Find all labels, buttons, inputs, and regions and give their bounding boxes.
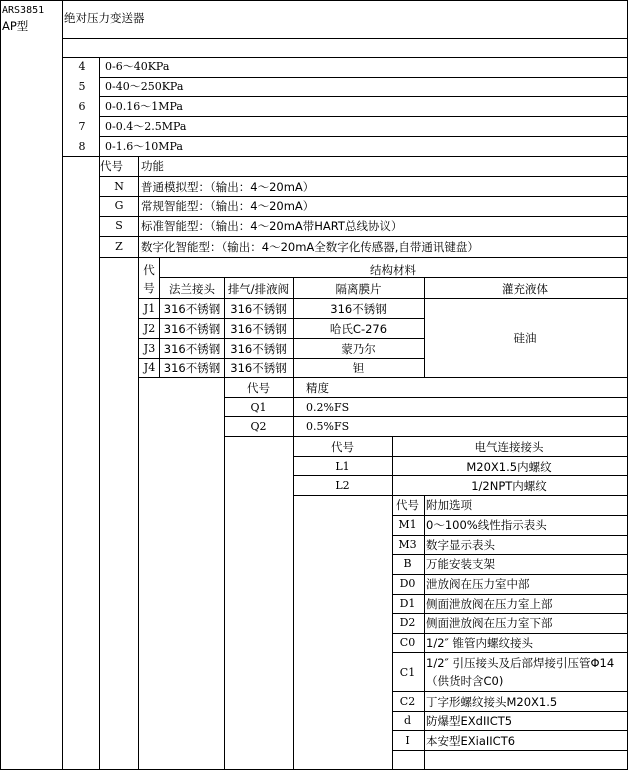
grid-line bbox=[138, 298, 628, 299]
grid-line bbox=[99, 116, 628, 117]
valve-material: 316不锈钢 bbox=[230, 302, 287, 316]
grid-line bbox=[293, 475, 628, 476]
option-code: D0 bbox=[399, 577, 416, 590]
diaphragm-material: 316不锈钢 bbox=[330, 302, 387, 316]
grid-line bbox=[392, 554, 628, 555]
material-code: J1 bbox=[143, 302, 156, 315]
function-code-header: 代号 bbox=[100, 159, 123, 173]
material-column-header: 隔离膜片 bbox=[335, 282, 382, 296]
grid-line bbox=[293, 456, 628, 457]
function-header: 功能 bbox=[141, 159, 164, 173]
fill-fluid: 硅油 bbox=[513, 331, 537, 345]
function-code: G bbox=[114, 199, 124, 212]
material-code-header: 号 bbox=[143, 281, 155, 295]
accuracy-code-header: 代号 bbox=[247, 381, 270, 395]
accuracy-code: Q2 bbox=[250, 420, 267, 433]
diaphragm-material: 钽 bbox=[352, 361, 365, 375]
option-text: 1/2″ 引压接头及后部焊接引压管Φ14 bbox=[426, 656, 615, 670]
grid-line bbox=[224, 397, 628, 398]
material-code: J3 bbox=[143, 342, 156, 355]
grid-line bbox=[224, 436, 628, 437]
option-text: 数字显示表头 bbox=[426, 538, 495, 552]
accuracy-value: 0.2%FS bbox=[306, 401, 350, 414]
grid-line bbox=[62, 57, 628, 58]
connection-header: 电气连接接头 bbox=[474, 440, 544, 454]
grid-line bbox=[138, 318, 425, 319]
product-title: 绝对压力变送器 bbox=[64, 11, 145, 25]
valve-material: 316不锈钢 bbox=[230, 322, 287, 336]
grid-line bbox=[99, 236, 628, 237]
grid-line bbox=[99, 96, 628, 97]
grid-line bbox=[138, 156, 139, 770]
range-code: 5 bbox=[78, 80, 86, 93]
grid-line bbox=[392, 574, 628, 575]
option-code: M3 bbox=[398, 538, 417, 551]
grid-line bbox=[224, 416, 628, 417]
grid-line bbox=[62, 156, 628, 157]
option-code: C0 bbox=[399, 636, 416, 649]
grid-line bbox=[392, 613, 628, 614]
option-text: 侧面泄放阀在压力室下部 bbox=[426, 616, 553, 630]
grid-line bbox=[62, 0, 63, 770]
material-column-header: 排气/排液阀 bbox=[227, 282, 290, 296]
option-text: 万能安装支架 bbox=[426, 557, 495, 571]
grid-line bbox=[0, 0, 1, 770]
grid-line bbox=[99, 196, 628, 197]
grid-line bbox=[99, 77, 628, 78]
range-text: 0-0.4～2.5MPa bbox=[105, 120, 187, 133]
valve-material: 316不锈钢 bbox=[230, 342, 287, 356]
flange-material: 316不锈钢 bbox=[163, 322, 221, 336]
connection-code: L2 bbox=[335, 479, 350, 492]
option-text: 1/2″ 锥管内螺纹接头 bbox=[426, 636, 533, 650]
flange-material: 316不锈钢 bbox=[163, 342, 221, 356]
option-code: C1 bbox=[399, 666, 416, 679]
connection-code: L1 bbox=[335, 460, 350, 473]
grid-line bbox=[392, 633, 628, 634]
range-text: 0-1.6～10MPa bbox=[105, 140, 183, 153]
grid-line bbox=[0, 0, 628, 1]
grid-line bbox=[293, 495, 628, 496]
option-text-continued: （供货时含C0) bbox=[426, 674, 504, 688]
range-code: 8 bbox=[78, 140, 86, 153]
option-text: 侧面泄放阀在压力室上部 bbox=[426, 597, 553, 611]
material-code: J2 bbox=[143, 322, 156, 335]
option-text: 0～100%线性指示表头 bbox=[426, 518, 547, 532]
options-code-header: 代号 bbox=[396, 498, 419, 512]
option-code: D1 bbox=[399, 597, 416, 610]
range-code: 4 bbox=[78, 60, 86, 73]
diaphragm-material: 哈氏C-276 bbox=[329, 322, 388, 336]
grid-line bbox=[392, 730, 628, 731]
function-code: Z bbox=[115, 240, 123, 253]
material-column-header: 灌充液体 bbox=[502, 282, 548, 296]
grid-line bbox=[392, 750, 628, 751]
function-text: 数字化智能型：（输出：4～20mA全数字化传感器,自带通讯键盘） bbox=[141, 240, 479, 254]
grid-line bbox=[99, 257, 628, 258]
grid-line bbox=[138, 358, 425, 359]
range-text: 0-0.16～1MPa bbox=[105, 100, 183, 113]
model-number: ARS3851 bbox=[2, 5, 45, 16]
range-text: 0-6～40KPa bbox=[105, 60, 170, 73]
function-text: 常规智能型：（输出：4～20mA） bbox=[141, 199, 315, 213]
options-header: 附加选项 bbox=[426, 498, 472, 512]
grid-line bbox=[99, 136, 628, 137]
option-text: 防爆型EXdIICT5 bbox=[426, 714, 513, 728]
function-code: N bbox=[114, 180, 124, 193]
grid-line bbox=[392, 711, 628, 712]
accuracy-value: 0.5%FS bbox=[306, 420, 350, 433]
material-code-header: 代 bbox=[143, 263, 155, 277]
flange-material: 316不锈钢 bbox=[163, 302, 221, 316]
grid-line bbox=[392, 652, 628, 653]
accuracy-code: Q1 bbox=[250, 401, 267, 414]
function-text: 标准智能型：（输出：4～20mA带HART总线协议） bbox=[141, 219, 403, 233]
grid-line bbox=[392, 691, 628, 692]
option-code: M1 bbox=[398, 518, 417, 531]
connection-value: 1/2NPT内螺纹 bbox=[471, 479, 547, 493]
grid-line bbox=[392, 594, 628, 595]
option-text: 本安型EXiaIICT6 bbox=[426, 734, 516, 748]
option-text: 丁字形螺纹接头M20X1.5 bbox=[426, 695, 558, 709]
valve-material: 316不锈钢 bbox=[230, 361, 287, 375]
grid-line bbox=[62, 38, 628, 39]
material-group-header: 结构材料 bbox=[370, 263, 416, 277]
option-code: C2 bbox=[399, 695, 416, 708]
grid-line bbox=[392, 515, 628, 516]
model-suffix: AP型 bbox=[2, 19, 29, 33]
function-code: S bbox=[115, 219, 123, 232]
option-code: B bbox=[403, 557, 412, 570]
range-code: 7 bbox=[78, 120, 86, 133]
grid-line bbox=[99, 216, 628, 217]
connection-value: M20X1.5内螺纹 bbox=[466, 460, 552, 474]
option-code: d bbox=[403, 714, 412, 727]
material-column-header: 法兰接头 bbox=[169, 282, 215, 296]
material-code: J4 bbox=[143, 361, 156, 374]
grid-line bbox=[138, 338, 425, 339]
connection-code-header: 代号 bbox=[331, 440, 354, 454]
flange-material: 316不锈钢 bbox=[163, 361, 221, 375]
grid-line bbox=[99, 176, 628, 177]
range-text: 0-40～250KPa bbox=[105, 80, 184, 93]
grid-line bbox=[392, 535, 628, 536]
option-text: 泄放阀在压力室中部 bbox=[426, 577, 530, 591]
function-text: 普通模拟型：（输出：4～20mA） bbox=[141, 180, 315, 194]
grid-line bbox=[138, 377, 628, 378]
option-code: D2 bbox=[399, 616, 416, 629]
option-code: I bbox=[405, 734, 410, 747]
grid-line bbox=[159, 277, 628, 278]
accuracy-header: 精度 bbox=[306, 381, 329, 395]
diaphragm-material: 蒙乃尔 bbox=[341, 342, 376, 356]
range-code: 6 bbox=[78, 100, 86, 113]
